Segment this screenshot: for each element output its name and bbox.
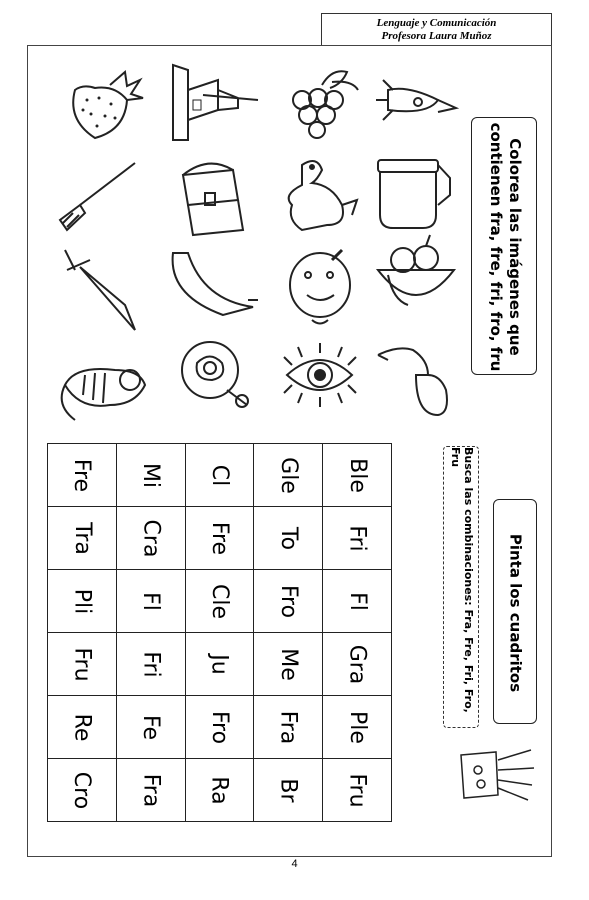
grid-cell[interactable]: Fra <box>254 696 323 759</box>
grid-cell[interactable]: Fri <box>323 507 392 570</box>
instruction-paint-box <box>493 499 537 724</box>
pencil-cup-icon <box>456 740 536 810</box>
banana-icon <box>163 245 259 331</box>
jar-icon <box>368 150 464 236</box>
instruction-search-text: Busca las combinaciones: Fra, Fre, Fri, Fro, Fru <box>449 447 475 713</box>
grid-cell[interactable]: Fro <box>185 696 254 759</box>
grid-cell[interactable]: Br <box>254 759 323 822</box>
rocket-icon <box>368 60 464 146</box>
teacher-name: Profesora Laura Muñoz <box>381 30 492 42</box>
instruction-search-box <box>443 446 479 728</box>
table-row <box>48 759 392 822</box>
grid-cell[interactable]: Cro <box>48 759 117 822</box>
grid-cell[interactable]: Gle <box>254 444 323 507</box>
grid-cell[interactable]: Fru <box>323 759 392 822</box>
grid-cell[interactable]: Fl <box>116 570 185 633</box>
instruction-color-box <box>471 117 537 375</box>
grid-cell[interactable]: Cra <box>116 507 185 570</box>
grid-cell[interactable]: Fra <box>116 759 185 822</box>
grid-cell[interactable]: Fl <box>323 570 392 633</box>
strawberry-icon <box>55 60 151 146</box>
grid-cell[interactable]: Cle <box>185 570 254 633</box>
fruit-bowl-icon <box>368 230 464 316</box>
grid-cell[interactable]: Fre <box>185 507 254 570</box>
instruction-paint-text: Pinta los cuadritos <box>506 533 525 693</box>
eye-icon <box>272 335 368 421</box>
table-row <box>48 696 392 759</box>
sword-icon <box>55 245 151 331</box>
table-row <box>48 570 392 633</box>
grid-cell[interactable]: Ra <box>185 759 254 822</box>
dinosaur-icon <box>272 155 368 241</box>
grid-cell[interactable]: Fre <box>48 444 117 507</box>
grid-cell[interactable]: Me <box>254 633 323 696</box>
grid-cell[interactable]: Fri <box>116 633 185 696</box>
church-icon <box>163 60 259 146</box>
grid-cell[interactable]: Fru <box>48 633 117 696</box>
subject-title: Lenguaje y Comunicación <box>376 17 497 29</box>
grid-cell[interactable]: Fro <box>254 570 323 633</box>
page-number: 4 <box>291 858 298 870</box>
table-row <box>48 507 392 570</box>
grid-cell[interactable]: Ju <box>185 633 254 696</box>
tiger-icon <box>55 345 151 431</box>
face-icon <box>272 245 368 331</box>
syllable-grid <box>47 443 392 822</box>
grid-cell[interactable]: Fe <box>116 696 185 759</box>
grid-cell[interactable]: Ble <box>323 444 392 507</box>
grid-cell[interactable]: Cl <box>185 444 254 507</box>
shower-head-icon <box>368 335 464 421</box>
table-row <box>48 444 392 507</box>
grid-cell[interactable]: Tra <box>48 507 117 570</box>
table-row <box>48 633 392 696</box>
broom-icon <box>55 155 151 241</box>
grid-cell[interactable]: To <box>254 507 323 570</box>
grid-cell[interactable]: Gra <box>323 633 392 696</box>
header-box <box>321 13 552 46</box>
raspberry-icon <box>272 60 368 146</box>
fried-egg-pan-icon <box>172 335 268 421</box>
grid-cell[interactable]: Pli <box>48 570 117 633</box>
grid-cell[interactable]: Re <box>48 696 117 759</box>
instruction-color-text: Colorea las imágenes que contienen fra, fre, fri, fro, fru <box>487 122 524 372</box>
grid-cell[interactable]: Mi <box>116 444 185 507</box>
grid-cell[interactable]: Ple <box>323 696 392 759</box>
treasure-chest-icon <box>163 155 259 241</box>
